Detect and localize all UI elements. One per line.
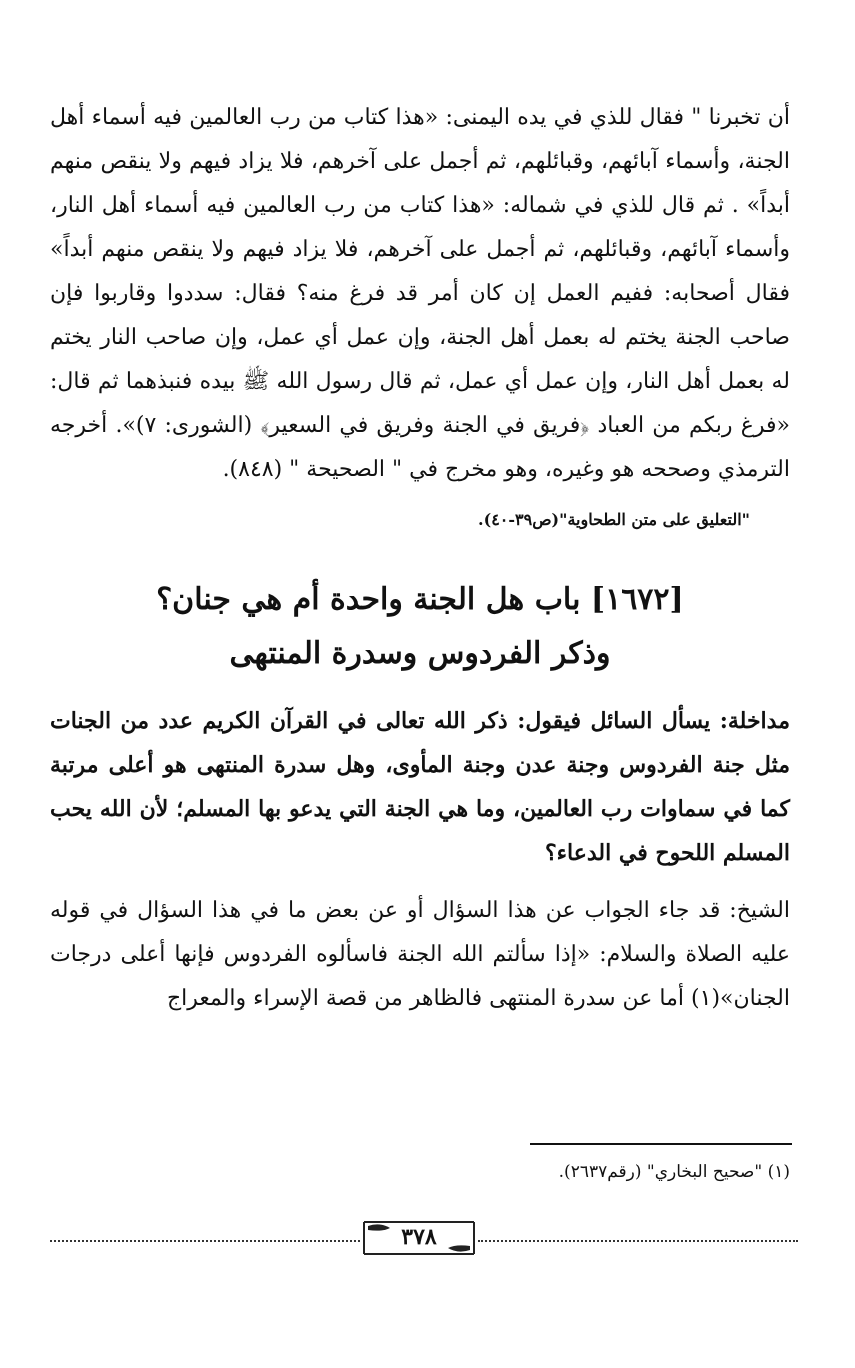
- section-heading: [50, 573, 790, 681]
- heading-line-1: [١٦٧٢] باب هل الجنة واحدة أم هي جنان؟: [156, 582, 684, 617]
- footnote: (١) "صحيح البخاري" (رقم٢٦٣٧).: [558, 1162, 790, 1182]
- folio-rule-right: [478, 1240, 798, 1242]
- page-number-ornament: [360, 1218, 478, 1258]
- source-note: "التعليق على متن الطحاوية"(ص٣٩-٤٠).: [478, 510, 750, 529]
- heading-line-2: وذكر الفردوس وسدرة المنتهى: [229, 636, 611, 671]
- body-paragraph: أن تخبرنا " فقال للذي في يده اليمنى: «هذا كتاب من رب العالمين فيه أسماء أهل الجنة، وأسماء آبائهم، وقبائلهم، ثم أجمل على آخرهم، فلا يزاد فيهم ولا ينقص منهم أبداً» . ثم قال للذي في شماله: «هذا كتاب من رب العالمين فيه أسماء أهل النار، وأسماء آبائهم، وقبائلهم، ثم أجمل على آخرهم، فلا يزاد فيهم ولا ينقص منهم أبداً» فقال أصحابه: ففيم العمل إن كان أمر قد فرغ منه؟ فقال: سددوا وقاربوا فإن صاحب الجنة يختم له بعمل أهل الجنة، وإن عمل أي عمل، وإن صاحب النار يختم له بعمل أهل النار، وإن عمل أي عمل، ثم قال رسول الله ﷺ بيده فنبذهما ثم قال: «فرغ ربكم من العباد ﴿فريق في الجنة وفريق في السعير﴾ (الشورى: ٧)». أخرجه الترمذي وصححه هو وغيره، وهو مخرج في " الصحيحة " (٨٤٨).: [50, 105, 791, 482]
- page-number: ٣٧٨: [401, 1224, 437, 1250]
- question-paragraph: مداخلة: يسأل السائل فيقول: ذكر الله تعالى في القرآن الكريم عدد من الجنات مثل جنة الفردوس وجنة عدن وجنة المأوى، وهل سدرة المنتهى هو أعلى مرتبة كما في سماوات رب العالمين، وما هي الجنة التي يدعو بها المسلم؛ لأن الله يحب المسلم اللحوح في الدعاء؟: [50, 708, 790, 866]
- footnote-separator: [530, 1143, 792, 1145]
- answer-paragraph: الشيخ: قد جاء الجواب عن هذا السؤال أو عن بعض ما في هذا السؤال في قوله عليه الصلاة والسلام: «إذا سألتم الله الجنة فاسألوه الفردوس فإنها أعلى درجات الجنان»(١) أما عن سدرة المنتهى فالظاهر من قصة الإسراء والمعراج: [50, 898, 790, 1011]
- folio-rule-left: [50, 1240, 360, 1242]
- page-body: [50, 96, 790, 1021]
